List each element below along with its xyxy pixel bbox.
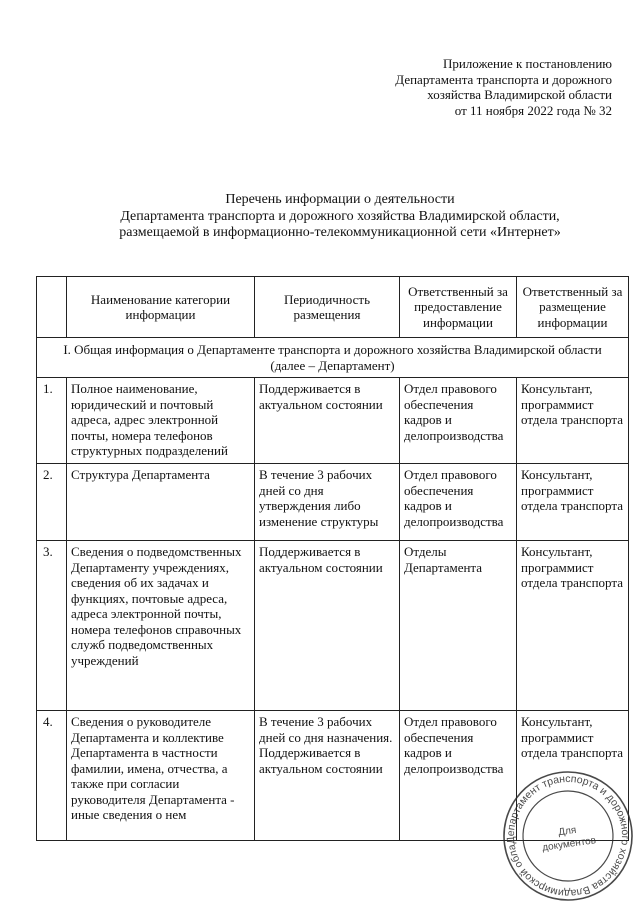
row-category: Полное наименование, юридический и почтовый адреса, адрес электронной почты, номера телефонов структурных подразделений: [67, 378, 255, 464]
table-row: [37, 541, 629, 711]
table-row: [37, 378, 629, 464]
title-line: Департамента транспорта и дорожного хозяйства Владимирской области,: [120, 208, 560, 224]
row-provider: Отделы Департамента: [400, 541, 517, 711]
seal-center-line: документов: [541, 835, 597, 854]
appendix-line: Приложение к постановлению: [442, 56, 612, 71]
row-number: 3.: [37, 541, 67, 711]
section-title: I. Общая информация о Департаменте транспорта и дорожного хозяйства Владимирской области (далее – Департамент): [37, 338, 629, 378]
row-number: 1.: [37, 378, 67, 464]
row-provider: Отдел правового обеспечения кадров и делопроизводства: [400, 711, 517, 841]
row-period: В течение 3 рабочих дней со дня назначения. Поддерживается в актуальном состоянии: [255, 711, 400, 841]
row-publisher: Консультант, программист отдела транспорта: [517, 378, 629, 464]
row-category: Сведения о подведомственных Департаменту учреждениях, сведения об их задачах и функциях, почтовые адреса, адреса электронной почты, номера телефонов справочных служб подведомственных учреждений: [67, 541, 255, 711]
header-publisher: Ответственный за размещение информации: [517, 277, 629, 338]
row-period: В течение 3 рабочих дней со дня утверждения либо изменение структуры: [255, 464, 400, 541]
appendix-line: от 11 ноября 2022 года № 32: [454, 102, 612, 118]
header-num: [37, 277, 67, 338]
header-provider: Ответственный за предоставление информации: [400, 277, 517, 338]
row-category: Структура Департамента: [67, 464, 255, 541]
seal-ring-text: Департамент транспорта и дорожного хозяйства Владимирской области: [504, 772, 632, 900]
table-row: [37, 464, 629, 541]
header-period: Периодичность размещения: [255, 277, 400, 338]
row-number: 2.: [37, 464, 67, 541]
row-provider: Отдел правового обеспечения кадров и делопроизводства: [400, 464, 517, 541]
table-header-row: [37, 277, 629, 338]
title-line: размещаемой в информационно-телекоммуникационной сети «Интернет»: [119, 225, 561, 240]
row-publisher: Консультант, программист отдела транспорта: [517, 541, 629, 711]
section-row: [37, 338, 629, 378]
seal-center-line: Для: [557, 824, 578, 839]
official-seal: [500, 768, 636, 904]
appendix-line: Департамента транспорта и дорожного: [395, 71, 612, 87]
row-period: Поддерживается в актуальном состоянии: [255, 378, 400, 464]
row-publisher: Консультант, программист отдела транспорта: [517, 711, 629, 841]
information-table: [36, 276, 629, 841]
row-publisher: Консультант, программист отдела транспорта: [517, 464, 629, 541]
row-category: Сведения о руководителе Департамента и коллективе Департамента в частности фамилии, имена, отчества, а также при согласии руководителя Департамента - иные сведения о нем: [67, 711, 255, 841]
title-line: Перечень информации о деятельности: [225, 192, 455, 207]
row-number: 4.: [37, 711, 67, 841]
appendix-line: хозяйства Владимирской области: [427, 87, 612, 102]
row-provider: Отдел правового обеспечения кадров и делопроизводства: [400, 378, 517, 464]
appendix-block: [312, 56, 612, 118]
header-category: Наименование категории информации: [67, 277, 255, 338]
document-title: [40, 192, 640, 242]
row-period: Поддерживается в актуальном состоянии: [255, 541, 400, 711]
